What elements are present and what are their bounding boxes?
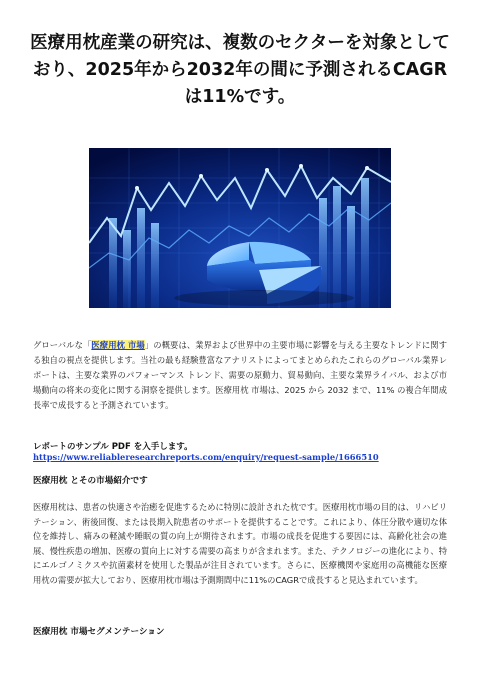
intro-prefix: グローバルな「 xyxy=(33,340,92,350)
market-intro-paragraph: 医療用枕は、患者の快適さや治癒を促進するために特別に設計された枕です。医療用枕市場の目的は、リハビリテーション、術後回復、または長期入院患者のサポートを提供することです。これにより、体圧分散や適切な体位を維持し、痛みの軽減や睡眠の質の向上が期待されます。市場の成長を促進する要因には、高齢化社会の進展、慢性疾患の増加、医療の質向上に対する需要の高まりが含まれます。また、テクノロジーの進化により、特にエルゴノミクスや抗菌素材を使用した製品が注目されています。さらに、医療機関や家庭用の高機能な医療用枕の需要が拡大しており、医療用枕市場は予測期間中に11%のCAGRで成長すると見込まれています。 xyxy=(33,502,447,585)
page-title: 医療用枕産業の研究は、複数のセクターを対象としており、2025年から2032年の間に予測されるCAGRは11%です。 xyxy=(30,33,450,107)
stock-chart-pie-icon xyxy=(89,148,391,308)
intro-text: 」の概要は、業界および世界中の主要市場に影響を与える主要なトレンドに関する独自の視点を提供します。当社の最も経験豊富なアナリストによってまとめられたこれらのグローバル業界レポートは、主要な業界のパフォーマンス トレンド、需要の原動力、貿易動向、主要な業界ライバル、および市場動向の将来の変化に関する洞察を提供します。医療用枕 市場は、2025 から 2032 まで、11% の複合年間成長率で成長すると予測されています。 xyxy=(33,340,448,410)
section-heading-segmentation: 医療用枕 市場セグメンテーション xyxy=(33,627,165,637)
hero-image xyxy=(89,148,391,308)
sample-request-link[interactable]: https://www.reliableresearchreports.com/enquiry/request-sample/1666510 xyxy=(33,452,379,462)
market-keyword-link[interactable]: 医療用枕 市場 xyxy=(91,340,145,350)
intro-paragraph xyxy=(33,338,447,413)
sample-pdf-label: レポートのサンプル PDF を入手します。 xyxy=(33,442,193,452)
section-heading-intro: 医療用枕 とその市場紹介です xyxy=(33,476,148,486)
